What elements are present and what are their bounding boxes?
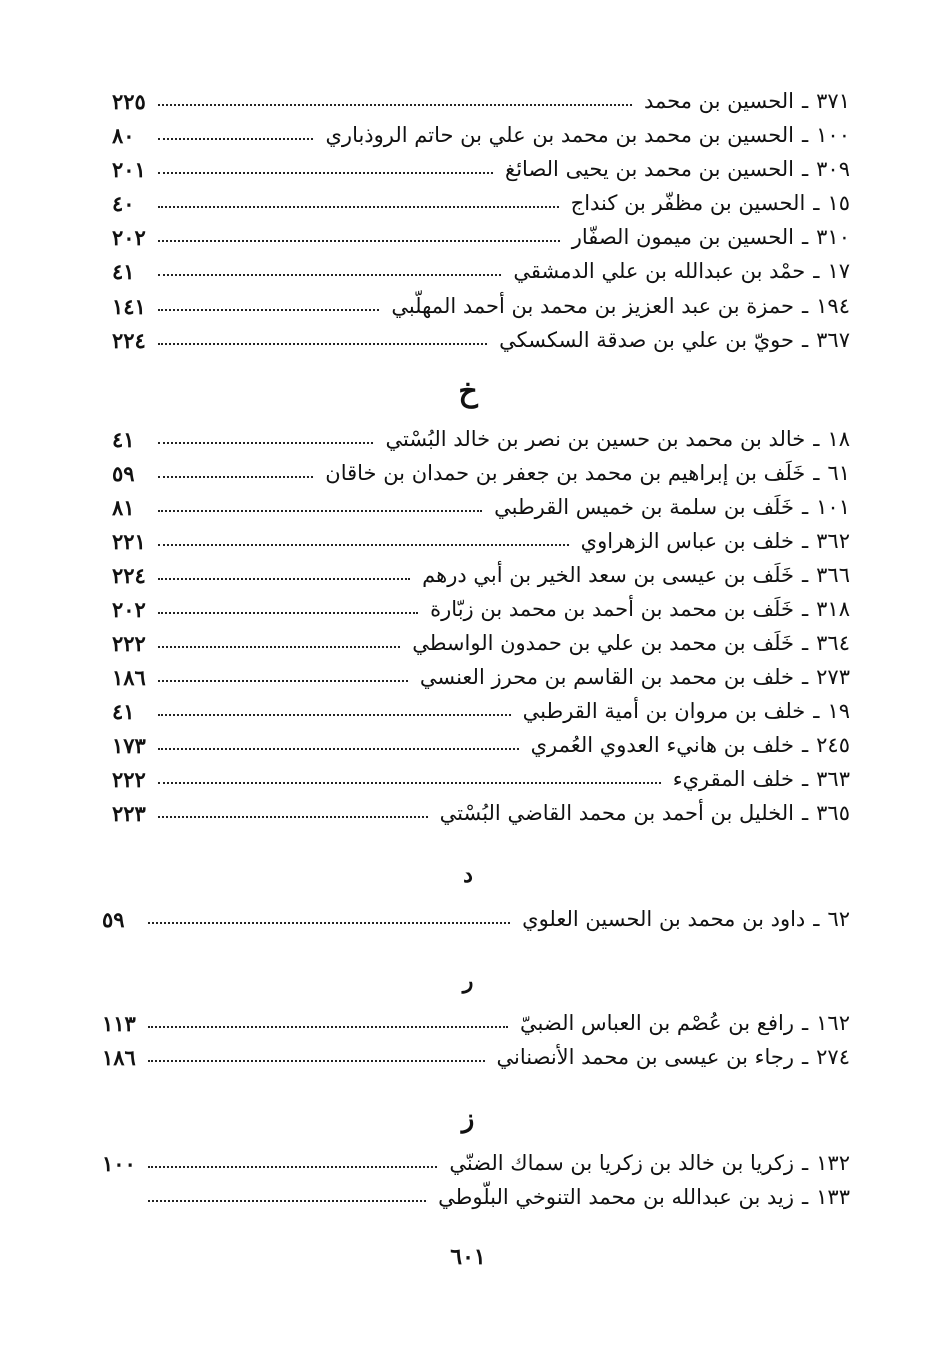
entry-page: ١١٣ (102, 1010, 136, 1036)
dot-leader (158, 544, 569, 546)
index-entry (112, 762, 850, 796)
index-entry (112, 592, 850, 626)
entry-separator: ـ (802, 328, 809, 352)
entry-separator: ـ (802, 631, 809, 655)
entry-number: ١٣٣ (816, 1185, 850, 1209)
index-entry (112, 490, 850, 524)
index-entry (112, 660, 850, 694)
dot-leader (148, 1166, 437, 1168)
index-entry (112, 254, 850, 288)
index-entry (112, 323, 850, 357)
index-entry (112, 84, 850, 118)
entry-number: ٢٧٣ (816, 665, 850, 689)
entry-name: خلف بن محمد بن القاسم بن محرز العنسي (419, 665, 794, 689)
index-entry (102, 1040, 850, 1074)
entry-number: ١٩٤ (816, 294, 850, 318)
index-entry (102, 1006, 850, 1040)
entry-name: خلف بن هانيء العدوي العُمري (530, 733, 794, 757)
entry-name: الحسين بن محمد بن يحيى الصائغ (505, 157, 794, 181)
entry-separator: ـ (802, 294, 809, 318)
entry-page: ٢٢٣ (112, 800, 146, 826)
entry-name: خلف المقريء (672, 767, 794, 791)
entry-page: ٨١ (112, 494, 135, 520)
entry-number: ٣٦٥ (816, 801, 850, 825)
entry-name: الحسين بن ميمون الصفّار (571, 225, 794, 249)
dot-leader (158, 138, 313, 140)
entry-number: ١٠٠ (816, 123, 850, 147)
entry-page: ٢٠٢ (112, 224, 146, 250)
entry-separator: ـ (802, 1151, 809, 1175)
dot-leader (158, 578, 410, 580)
entry-page: ٢٢٢ (112, 630, 146, 656)
entry-number: ٦٢ (827, 907, 850, 931)
entry-name: خَلَف بن عيسى بن سعد الخير بن أبي درهم (422, 563, 794, 587)
entry-separator: ـ (802, 1185, 809, 1209)
dot-leader (158, 612, 418, 614)
entry-name: حمزة بن عبد العزيز بن محمد بن أحمد المهلّبي (391, 294, 794, 318)
entry-name: خَلَف بن إبراهيم بن محمد بن جعفر بن حمدان بن خاقان (325, 461, 806, 485)
index-entry (112, 220, 850, 254)
dot-leader (158, 680, 408, 682)
index-entry (112, 186, 850, 220)
entry-number: ٣٦٤ (816, 631, 850, 655)
entry-page: ٤١ (112, 698, 135, 724)
entry-number: ٣٦٧ (816, 328, 850, 352)
entry-number: ٣٦٦ (816, 563, 850, 587)
entry-page: ٢٢٤ (112, 327, 146, 353)
entry-separator: ـ (813, 699, 820, 723)
entry-name: حمْد بن عبدالله بن علي الدمشقي (513, 259, 806, 283)
entry-page: ٢٢١ (112, 528, 146, 554)
entry-page: ٨٠ (112, 122, 135, 148)
entry-name: رافع بن عُصْم بن العباس الضبيّ (520, 1011, 794, 1035)
index-entry (102, 1180, 850, 1214)
section-letter: خ (458, 374, 478, 409)
entry-separator: ـ (813, 259, 820, 283)
entry-separator: ـ (802, 495, 809, 519)
dot-leader (158, 748, 519, 750)
entry-page: ٢٢٢ (112, 766, 146, 792)
entry-separator: ـ (813, 191, 820, 215)
dot-leader (158, 172, 493, 174)
index-entry (112, 118, 850, 152)
entry-number: ١٦٢ (816, 1011, 850, 1035)
entry-number: ٣٦٢ (816, 529, 850, 553)
index-entry (112, 456, 850, 490)
entry-name: زيد بن عبدالله بن محمد التنوخي البلّوطي (438, 1185, 794, 1209)
entry-page: ٥٩ (112, 460, 135, 486)
entry-name: الحسين بن محمد بن محمد بن علي بن حاتم الروذباري (325, 123, 794, 147)
dot-leader (158, 714, 511, 716)
dot-leader (158, 343, 487, 345)
entry-number: ١٣٢ (816, 1151, 850, 1175)
entry-separator: ـ (802, 597, 809, 621)
entry-name: الخليل بن أحمد بن محمد القاضي البُسْتي (439, 801, 794, 825)
entry-name: خَلَف بن محمد بن علي بن حمدون الواسطي (412, 631, 794, 655)
entry-page: ٢٢٥ (112, 88, 146, 114)
entry-number: ٢٧٤ (816, 1045, 850, 1069)
entry-page: ١٧٣ (112, 732, 146, 758)
entry-page: ١٨٦ (102, 1044, 136, 1070)
entry-name: الحسين بن محمد (644, 89, 794, 113)
entry-number: ١٠١ (816, 495, 850, 519)
entry-name: خلف بن عباس الزهراوي (580, 529, 794, 553)
entry-separator: ـ (802, 563, 809, 587)
entry-number: ١٨ (827, 427, 850, 451)
entry-number: ١٥ (827, 191, 850, 215)
entry-number: ٣٠٩ (816, 157, 850, 181)
entry-separator: ـ (802, 1011, 809, 1035)
entry-name: حويّ بن علي بن صدقة السكسكي (499, 328, 794, 352)
index-entry (112, 289, 850, 323)
entry-name: رجاء بن عيسى بن محمد الأنصناني (496, 1045, 794, 1069)
section-letter: د (463, 862, 473, 888)
dot-leader (158, 442, 373, 444)
entry-number: ٣١٠ (816, 225, 850, 249)
entry-page: ٢٢٤ (112, 562, 146, 588)
entry-number: ١٧ (827, 259, 850, 283)
section-letter: ز (461, 1104, 475, 1134)
index-entry (112, 626, 850, 660)
entry-page: ٥٩ (102, 906, 125, 932)
dot-leader (158, 646, 400, 648)
entry-separator: ـ (813, 427, 820, 451)
index-entry (112, 728, 850, 762)
entry-number: ٢٤٥ (816, 733, 850, 757)
entry-name: الحسين بن مظفّر بن كنداج (570, 191, 806, 215)
entry-name: زكريا بن خالد بن زكريا بن سماك الضنّي (449, 1151, 794, 1175)
dot-leader (148, 1060, 485, 1062)
entry-separator: ـ (802, 89, 809, 113)
entry-page: ٤٠ (112, 190, 135, 216)
index-entry (112, 152, 850, 186)
entry-page: ٢٠١ (112, 156, 146, 182)
page-number: ٦٠١ (450, 1244, 486, 1270)
dot-leader (158, 816, 428, 818)
section-letter: ر (462, 968, 474, 994)
entry-separator: ـ (802, 665, 809, 689)
index-entry (102, 902, 850, 936)
index-entry (112, 524, 850, 558)
entry-separator: ـ (813, 907, 820, 931)
entry-separator: ـ (802, 801, 809, 825)
index-entry (102, 1146, 850, 1180)
entry-name: خالد بن محمد بن حسين بن نصر بن خالد البُسْتي (385, 427, 806, 451)
entry-page: ٤١ (112, 258, 135, 284)
dot-leader (158, 309, 379, 311)
dot-leader (158, 274, 501, 276)
entry-page: ١٤١ (112, 293, 146, 319)
dot-leader (148, 1200, 426, 1202)
index-entry (112, 796, 850, 830)
dot-leader (148, 1026, 508, 1028)
index-entry (112, 422, 850, 456)
dot-leader (158, 240, 560, 242)
entry-separator: ـ (802, 733, 809, 757)
entry-page: ١٠٠ (102, 1150, 136, 1176)
entry-separator: ـ (802, 767, 809, 791)
dot-leader (158, 206, 559, 208)
entry-number: ٣١٨ (816, 597, 850, 621)
dot-leader (158, 476, 313, 478)
entry-separator: ـ (802, 123, 809, 147)
entry-separator: ـ (802, 225, 809, 249)
entry-separator: ـ (813, 461, 820, 485)
index-entry (112, 558, 850, 592)
dot-leader (158, 782, 661, 784)
entry-separator: ـ (802, 1045, 809, 1069)
entry-page: ٢٠٢ (112, 596, 146, 622)
entry-separator: ـ (802, 529, 809, 553)
entry-page: ١٨٦ (112, 664, 146, 690)
dot-leader (148, 922, 510, 924)
entry-page: ٤١ (112, 426, 135, 452)
entry-name: خلف بن مروان بن أمية القرطبي (522, 699, 806, 723)
entry-name: داود بن محمد بن الحسين العلوي (522, 907, 806, 931)
entry-number: ١٩ (827, 699, 850, 723)
index-entry (112, 694, 850, 728)
entry-name: خَلَف بن سلمة بن خميس القرطبي (494, 495, 794, 519)
entry-name: خَلَف بن محمد بن أحمد بن محمد بن زبّارة (430, 597, 794, 621)
dot-leader (158, 104, 632, 106)
entry-number: ٦١ (827, 461, 850, 485)
entry-separator: ـ (802, 157, 809, 181)
entry-number: ٣٦٣ (816, 767, 850, 791)
dot-leader (158, 510, 482, 512)
entry-number: ٣٧١ (816, 89, 850, 113)
